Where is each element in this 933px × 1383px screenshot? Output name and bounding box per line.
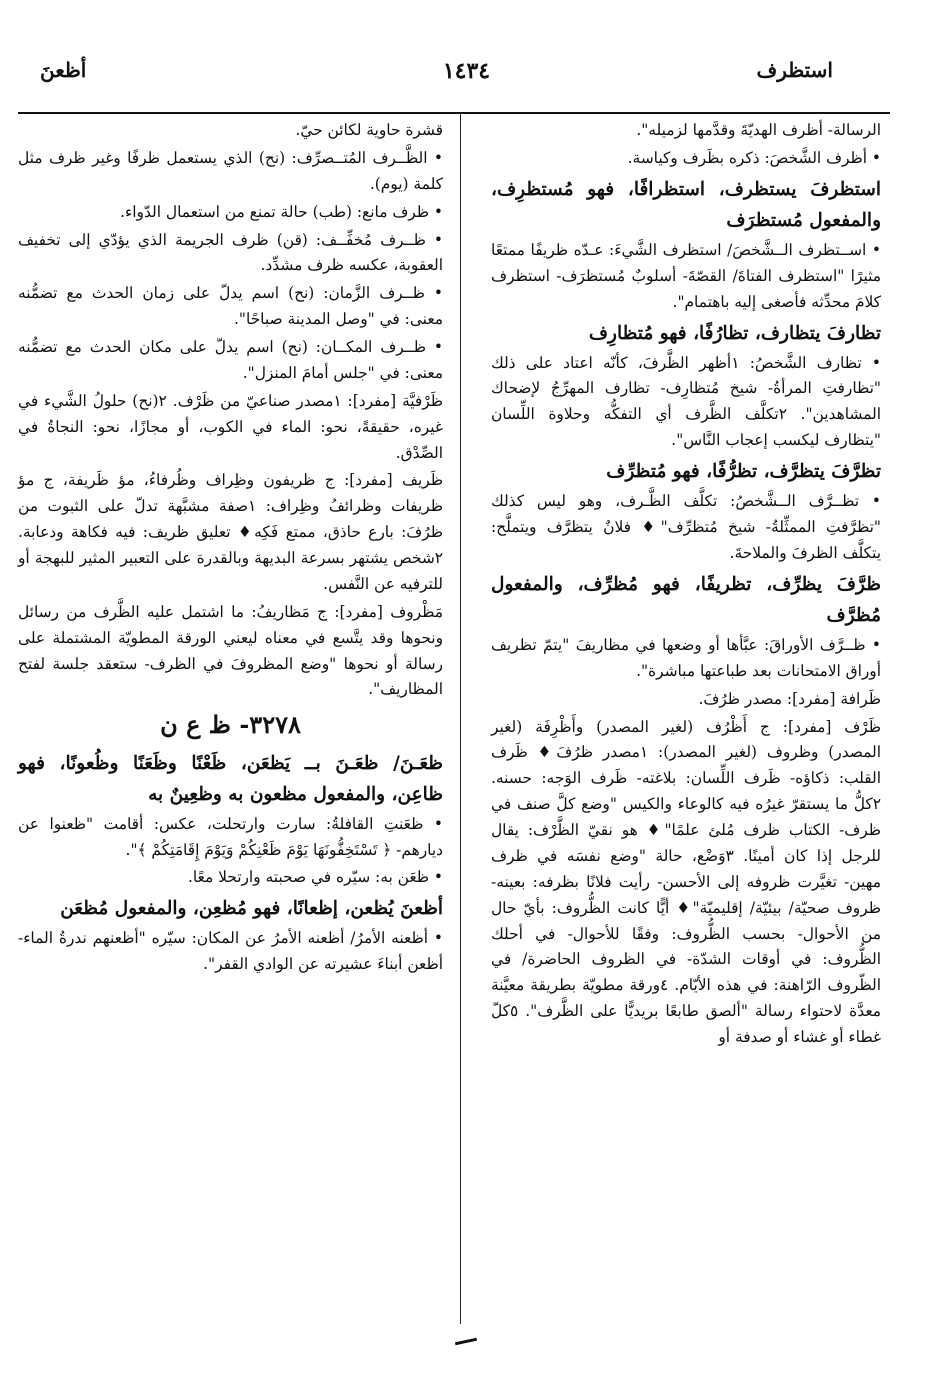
lemma-headword: تظرَّفَ يتظرَّف، تظرُّفًا، فهو مُتظرِّف bbox=[606, 461, 881, 483]
entry-line: • تظــرَّف الــشَّخصُ: تكلَّف الظَّـرف، وهو ليس كذلك "تظرَّفتِ الممثِّلةُ- شيخ مُتظرِّف"♦ فلانٌ يتظرَّف ويتملَّح: يتكلَّف الظرفَ والملاحةَ. bbox=[491, 492, 881, 562]
entry-line: مَظْروف [مفرد]: ج مَظاريفُ: ما اشتمل عليه الظَّرف من رسائل ونحوها وقد يتَّسع في معناه ليعني الورقة المطويّة المشتملة على رسالة أو نحوها "وضع المظروفَ في الظرف- ستعقد جلسة لفتح المظاريف". bbox=[18, 602, 443, 699]
entry-line: قشرة حاوية لكائن حيّ. bbox=[295, 121, 443, 139]
left-column bbox=[18, 118, 443, 1348]
right-column bbox=[491, 118, 881, 1348]
page-header bbox=[40, 58, 893, 92]
entry-line: • ظــرف مُخفِّــف: (قن) ظرف الجريمة الذي يؤدّي إلى تخفيف العقوبة، عكسه ظرف مشدِّد. bbox=[18, 230, 443, 275]
entry-line: الرسالة- أظرف الهديّةَ وقدَّمها لزميله". bbox=[636, 121, 881, 139]
entry-line: ظَرْفيَّة [مفرد]: ١مصدر صناعيّ من ظَرْف. ٢(نح) حلولُ الشَّيء في غيره، حقيقةً، نحو: الماء في الكوب، أو مجازًا، نحو: النجاةُ في الصِّدْق. bbox=[18, 391, 443, 462]
column-divider bbox=[460, 114, 461, 1324]
entry-line: • الظَّــرف المُتــصرِّف: (نح) الذي يستعمل ظرفًا وغير ظرف مثل كلمة (يوم). bbox=[18, 148, 443, 193]
guide-word-right: استظرف bbox=[756, 58, 833, 82]
entry-line: • أظرف الشَّخصَ: ذكره بظَرف وكياسة. bbox=[627, 148, 881, 167]
lemma-headword: ظرَّفَ يظرِّف، تظريفًا، فهو مُظرِّف، والمفعول مُظرَّف bbox=[491, 573, 881, 626]
guide-word-left: أظعنَ bbox=[40, 58, 87, 82]
entry-line: • تظارف الشَّخصُ: ١أظهر الظَّرفَ، كأنّه اعتاد على ذلك "تظارفتِ المرأةُ- شيخ مُتظارِف- تظارف المهرِّجُ لإضحاك المشاهدين". ٢تكلَّف الظَّرف أي التفكُّه وحلاوة اللِّسان "يتظارف ليكسب إعجاب النَّاس". bbox=[491, 353, 882, 450]
lemma-headword: أظعنَ يُظعن، إظعانًا، فهو مُظعِن، والمفعول مُظعَن bbox=[60, 898, 443, 920]
entry-line: ظَرافة [مفرد]: مصدر ظرُفَ. bbox=[698, 689, 881, 708]
entry-line: • ظــرف المكــان: (نح) اسم يدلّ على مكان الحدث مع تضمُّنه معنى: في "جلس أمامَ المنزل". bbox=[18, 338, 443, 382]
entry-line: ظَريف [مفرد]: ج ظريفون وظِراف وظُرفاءُ، مؤ ظَريفة، ج مؤ ظريفات وظرائفُ وظِراف: ١صفة مشبَّهة تدلّ على الثبوت من ظرُفَ: بارع حاذق، ممتع فَكِه♦ تعليق ظريف: فيه فكاهة ودعابة. ٢شخص يشتهر بسرعة البديهة وبالقدرة على التعبير المثير للبهجة أو للترفيه عن النَّفس. bbox=[18, 471, 443, 593]
header-rule bbox=[18, 112, 890, 114]
lemma-headword: تظارفَ يتظارف، تظارُفًا، فهو مُتظارِف bbox=[588, 322, 881, 344]
entry-line: • ظــرف الزَّمان: (نح) اسم يدلّ على زمان الحدث مع تضمُّنه معنى: في "وصل المدينة صباحًا". bbox=[18, 284, 443, 329]
entry-line: • اســتظرف الــشَّخصَ/ استظرف الشَّيءَ: عـدّه ظريفًا ممتعًا مثيرًا "استظرف الفتاةَ/ القصّةَ- أسلوبٌ مُستظرَف- استظرف كلامَ محدِّثه فأصغى إليه باهتمام". bbox=[491, 240, 881, 311]
entry-line: • ظرف مانع: (طب) حالة تمنع من استعمال الدّواء. bbox=[120, 202, 443, 221]
lemma-headword: ظعَـنَ/ ظعَـنَ بــ يَظعَن، ظَعْنًا وظَعَنًا وظُعونًا، فهو ظاعِن، والمفعول مظعون به وظعِينٌ به bbox=[18, 752, 443, 805]
entry-line: ظَرْف [مفرد]: ج أَظْرُف (لغير المصدر) وأَظْرِفَة (لغير المصدر) وظروف (لغير المصدر): ١مصدر ظرُفَ♦ ظَرف القلب: ذكاؤه- ظَرف اللِّسان: بلاغته- ظَرف الوَجه: حسنه. ٢كلُّ ما يستقرّ غيرُه فيه كالوعاء والكيس "وضع كلَّ صنف في ظرف- الكتاب ظرف مُلئ علمًا"♦ هو نقيّ الظَّرْف: يقال للرجل إذا كان أمينًا. ٣وَضْع، حالة "وضع نفسَه في ظرف مهين- تغيَّرت ظروفه إلى الأحسن- رأيت فلانًا بظرفه: بعينه- ظروف صحيّة/ بيئيّة/ إقليميّة"♦ أيًّا كانت الظُّروف: بأيّ حال من الأحوال- بحسب الظُّروف: وفقًا للأحوال- في أحلك الظُّروف: في أوقات الشدّة- في الظروف الحاضرة/ في الظّروف الرّاهنة: في هذه الأيّام. ٤ورقة مطويّة بطريقة معيَّنة معدَّة لاحتواء رسالة "ألصق طابعًا بريديًّا على الظَّرف". ٥كلّ غطاء أو غشاء أو صدفة أو bbox=[491, 717, 881, 1047]
footer-mark bbox=[455, 1338, 477, 1346]
entry-line: • ظعَن به: سيّره في صحبته وارتحلا معًا. bbox=[187, 868, 443, 887]
entry-line: • ظــرَّف الأوراقَ: عبَّأها أو وضعها في مظاريفَ "يتمّ تظريف أوراق الامتحانات بعد طباعتها مباشرة". bbox=[491, 635, 881, 680]
page-number: ١٤٣٤ bbox=[442, 58, 491, 84]
root-heading: ٣٢٧٨- ظ ع ن bbox=[160, 710, 301, 740]
entry-line: • أظعنه الأمرُ/ أظعنه الأمرُ عن المكان: سيّره "أظعنهم ندرةُ الماء- أظعن أبناءَ عشيرته عن الوادي القفر". bbox=[18, 929, 443, 974]
entry-line: • ظعَنتِ القافلةُ: سارت وارتحلت، عكس: أقامت "ظعنوا عن ديارهم- ﴿ تَسْتَخِفُّونَهَا يَوْمَ ظَعْنِكُمْ وَيَوْمَ إِقَامَتِكُمْ ﴾". bbox=[18, 814, 443, 859]
lemma-headword: استظرفَ يستظرف، استظرافًا، فهو مُستظرِف، والمفعول مُستظرَف bbox=[491, 178, 881, 231]
